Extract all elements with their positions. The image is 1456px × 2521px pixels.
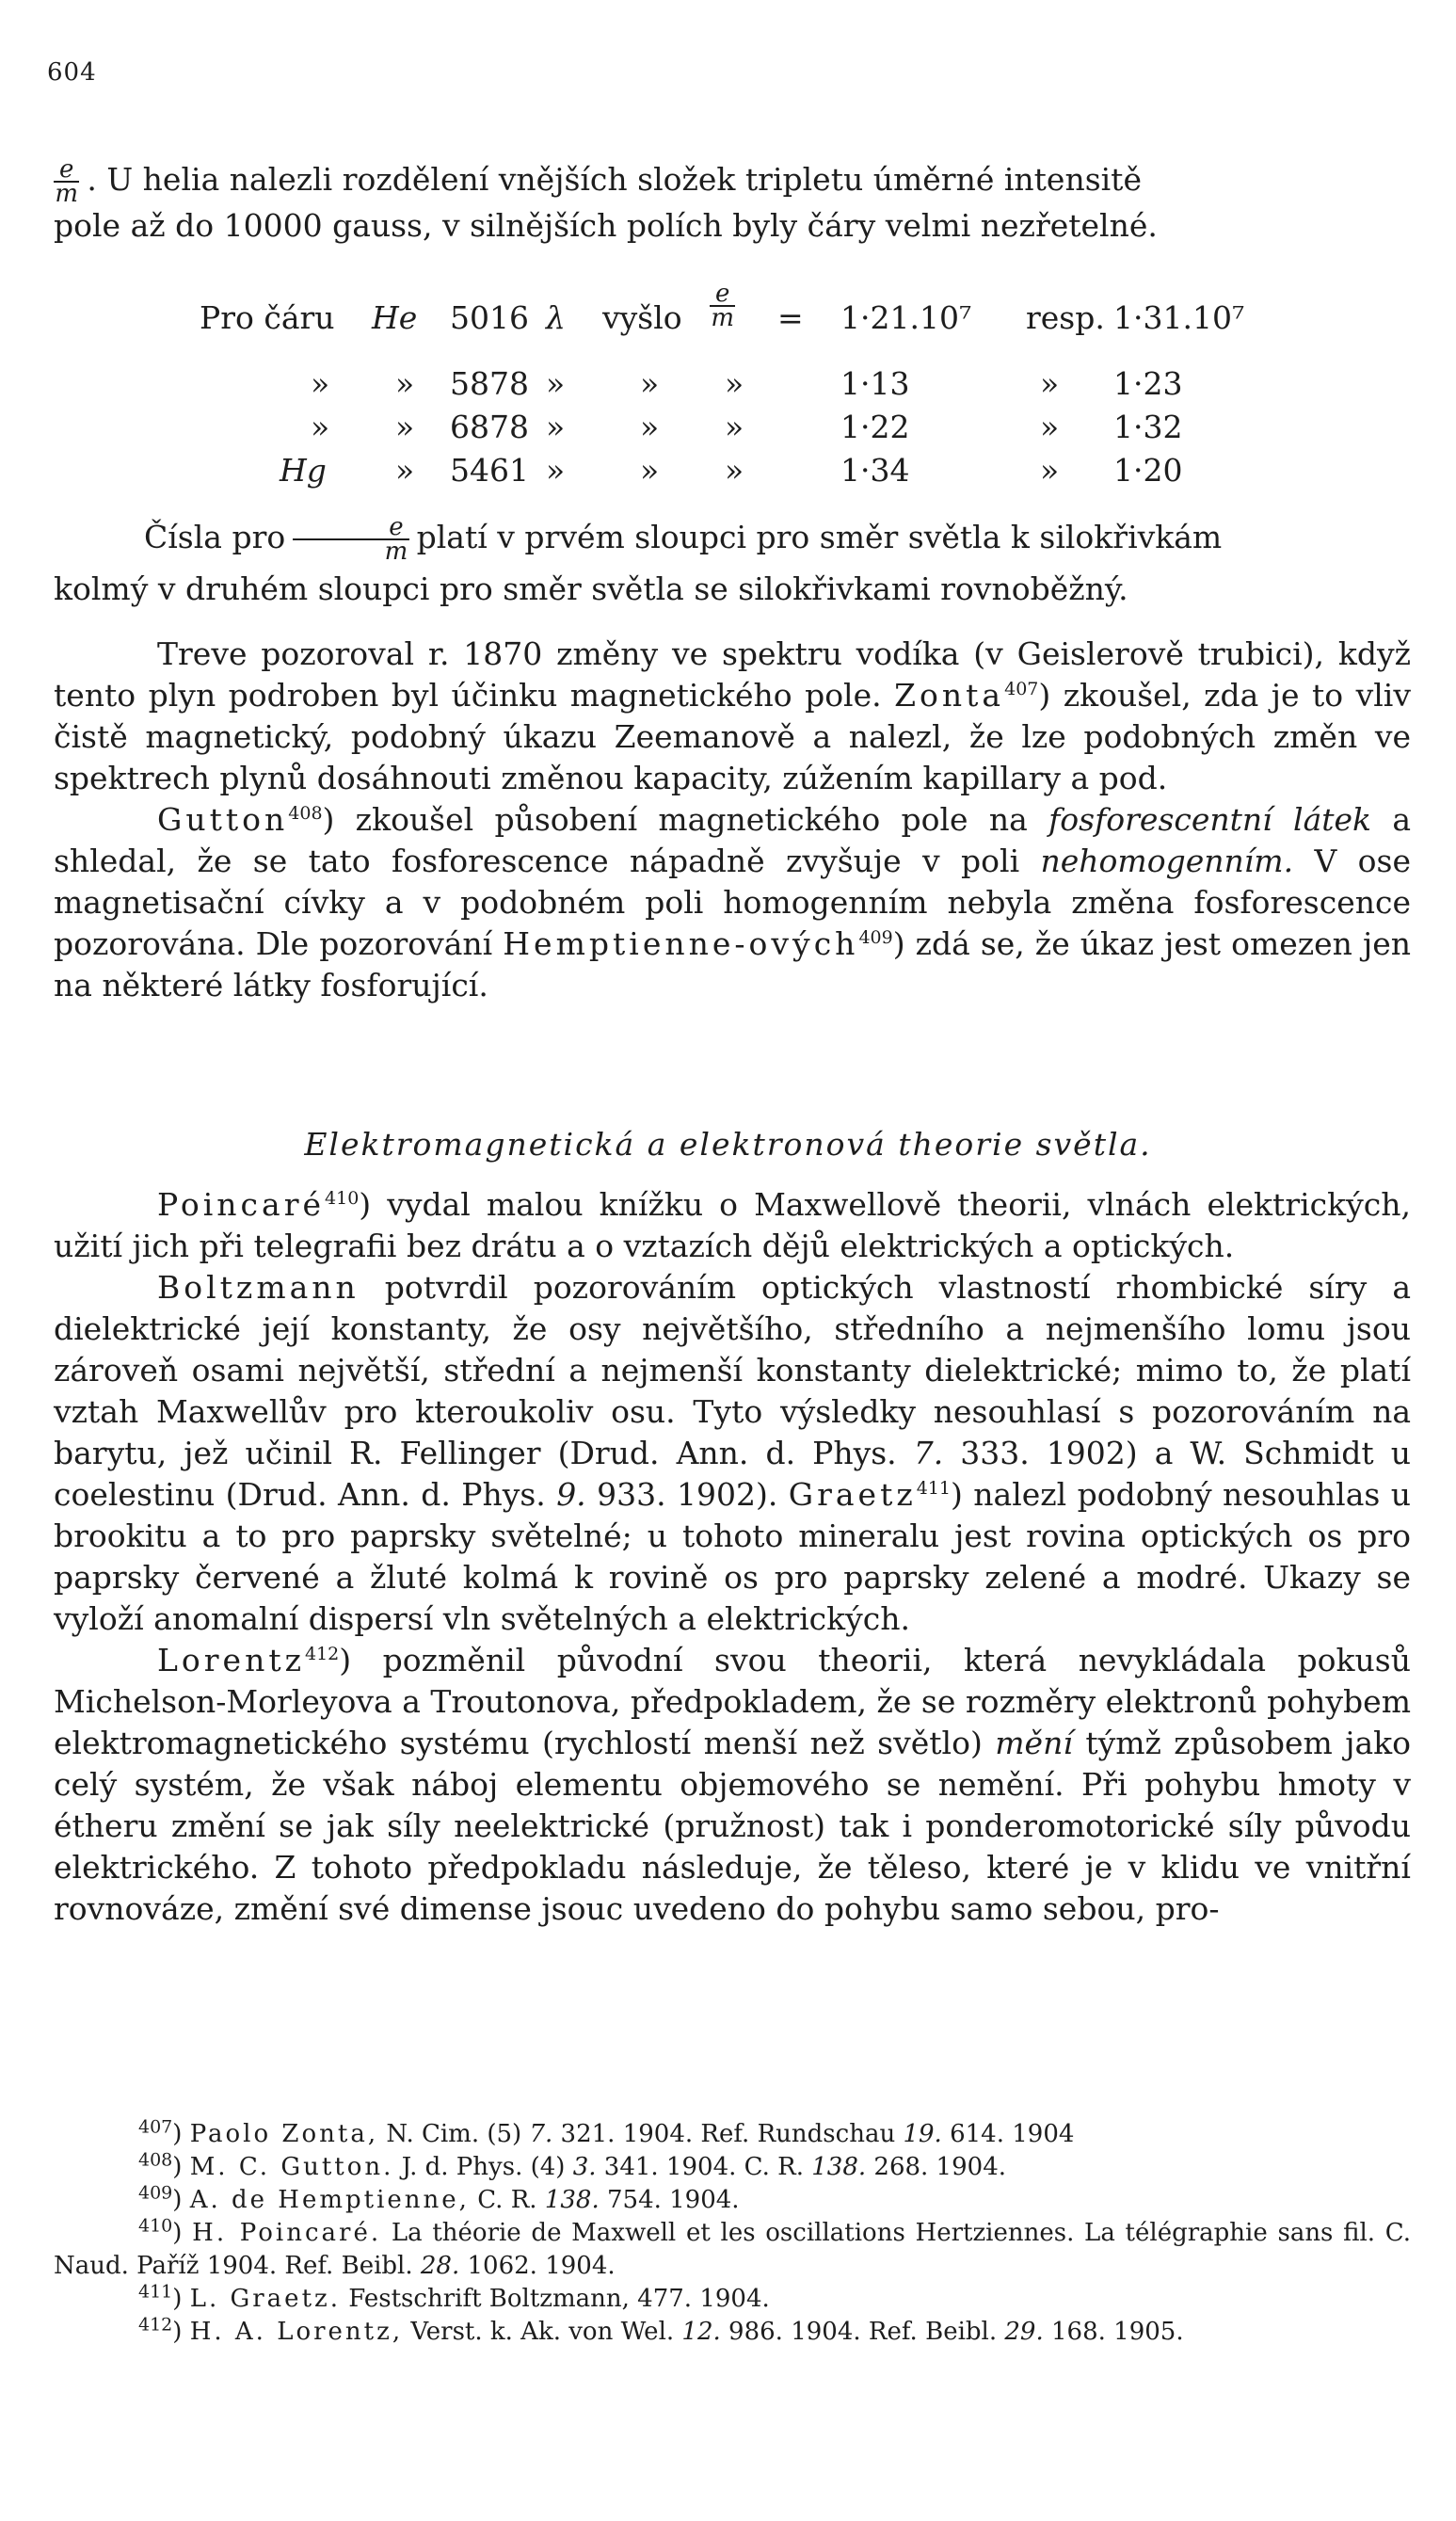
gutton-paragraph: Gutton$^{408}$) zkoušel působení magnetického pole na fosforescentní látek a shledal, že se tato fosforescence nápadně zvyšuje v poli nehomogenním. V ose magnetisační cívky a v podobném poli homogenním nebyla změna fosforescence pozorována. Dle pozorování Hemptienne-ových$^{409}$) zdá se, že úkaz jest omezen jen na některé látky fosforující. <box>54 801 1411 1004</box>
cisla-line-1: Čísla pro $\frac{e}{m}$ platí v prvém sloupci pro směr světla k silokřivkám <box>144 513 1223 566</box>
fraction-e-over-m: $\frac{e}{m}$ <box>293 516 408 563</box>
footnotes <box>54 2118 1411 2349</box>
table-row: Hg » 5461 » » » 1·34 » 1·20 <box>280 452 1183 489</box>
fraction-e-over-m: $\frac{e}{m}$ <box>55 155 79 208</box>
table-row: Pro čáru He 5016 λ vyšlo $\frac{e}{m}$ = 1·21.10⁷ resp. 1·31.10⁷ <box>200 280 1245 336</box>
footnote: $^{410}$) H. Poincaré. La théorie de Maxwell et les oscillations Hertziennes. La télégraphie sans fil. C. Naud. Paříž 1904. Ref. Beibl. 28. 1062. 1904. <box>54 2215 1412 2280</box>
boltzmann-paragraph: Boltzmann potvrdil pozorováním optických vlastností rhombické síry a dielektrické její konstanty, že osy největšího, středního a nejmenšího lomu jsou zároveň osami největší, střední a nejmenší konstanty dielektrické; mimo to, že platí vztah Maxwellův pro kteroukoliv osu. Tyto výsledky nesouhlasí s pozorováním na barytu, jež učinil R. Fellinger (Drud. Ann. d. Phys. 7. 333. 1902) a W. Schmidt u coelestinu (Drud. Ann. d. Phys. 9. 933. 1902). Graetz$^{411}$) nalezl podobný nesouhlas u brookitu a to pro paprsky světelné; u tohoto mineralu jest rovina optických os pro paprsky červené a žluté kolmá k rovině os pro paprsky zelené a modré. Ukazy se vyloží anomalní dispersí vln světelných a elektrických. <box>54 1269 1411 1637</box>
main-text-block <box>54 634 1411 1006</box>
footnote: $^{409}$) A. de Hemptienne, C. R. 138. 754. 1904. <box>138 2182 740 2214</box>
lorentz-paragraph: Lorentz$^{412}$) pozměnil původní svou theorii, která nevykládala pokusů Michelson-Morleyova a Troutonova, předpokladem, že se rozměry elektronů pohybem elektromagnetického systému (rychlostí menší než světlo) mění týmž způsobem jako celý systém, že však náboj elementu objemového se nemění. Při pohybu hmoty v étheru změní se jak síly neelektrické (pružnost) tak i ponderomotorické síly původu elektrického. Z tohoto předpokladu následuje, že těleso, které je v klidu ve vnitřní rovnováze, změní své dimense jsouc uvedeno do pohybu samo sebou, pro- <box>54 1642 1411 1927</box>
poincare-paragraph: Poincaré$^{410}$) vydal malou knížku o Maxwellově theorii, vlnách elektrických, užití jich při telegrafii bez drátu a o vztazích dějů elektrických a optických. <box>54 1186 1411 1264</box>
cisla-paragraph <box>54 513 1411 610</box>
footnote: $^{407}$) Paolo Zonta, N. Cim. (5) 7. 321. 1904. Ref. Rundschau 19. 614. 1904 <box>138 2116 1075 2148</box>
intro-line-1: $\frac{e}{m}$ . U helia nalezli rozdělení vnějších složek tripletu úměrné intensitě <box>55 155 1142 208</box>
footnote: $^{411}$) L. Graetz. Festschrift Boltzmann, 477. 1904. <box>138 2281 770 2313</box>
table-row: » » 6878 » » » 1·22 » 1·32 <box>311 409 1183 445</box>
treve-paragraph: Treve pozoroval r. 1870 změny ve spektru vodíka (v Geislerově trubici), když tento plyn podroben byl účinku magnetického pole. Zonta$^{407}$) zkoušel, zda je to vliv čistě magnetický, podobný úkazu Zeemanově a nalezl, že lze podobných změn ve spektrech plynů dosáhnouti změnou kapacity, zúžením kapillary a pod. <box>54 635 1411 796</box>
footnote: $^{412}$) H. A. Lorentz, Verst. k. Ak. von Wel. 12. 986. 1904. Ref. Beibl. 29. 168. 1905. <box>138 2314 1184 2346</box>
theory-text-block <box>54 1184 1411 1930</box>
page-number: 604 <box>47 58 97 87</box>
intro-line-2: pole až do 10000 gauss, v silnějších polích byly čáry velmi nezřetelné. <box>54 207 1158 244</box>
section-heading: Elektromagnetická a elektronová theorie světla. <box>304 1126 1152 1163</box>
cisla-line-2: kolmý v druhém sloupci pro směr světla se silokřivkami rovnoběžný. <box>54 570 1128 607</box>
intro-paragraph <box>54 155 1411 247</box>
footnote: $^{408}$) M. C. Gutton. J. d. Phys. (4) 3. 341. 1904. C. R. 138. 268. 1904. <box>138 2149 1006 2181</box>
fraction-e-over-m: $\frac{e}{m}$ <box>711 280 735 332</box>
table-row: » » 5878 » » » 1·13 » 1·23 <box>311 365 1183 402</box>
